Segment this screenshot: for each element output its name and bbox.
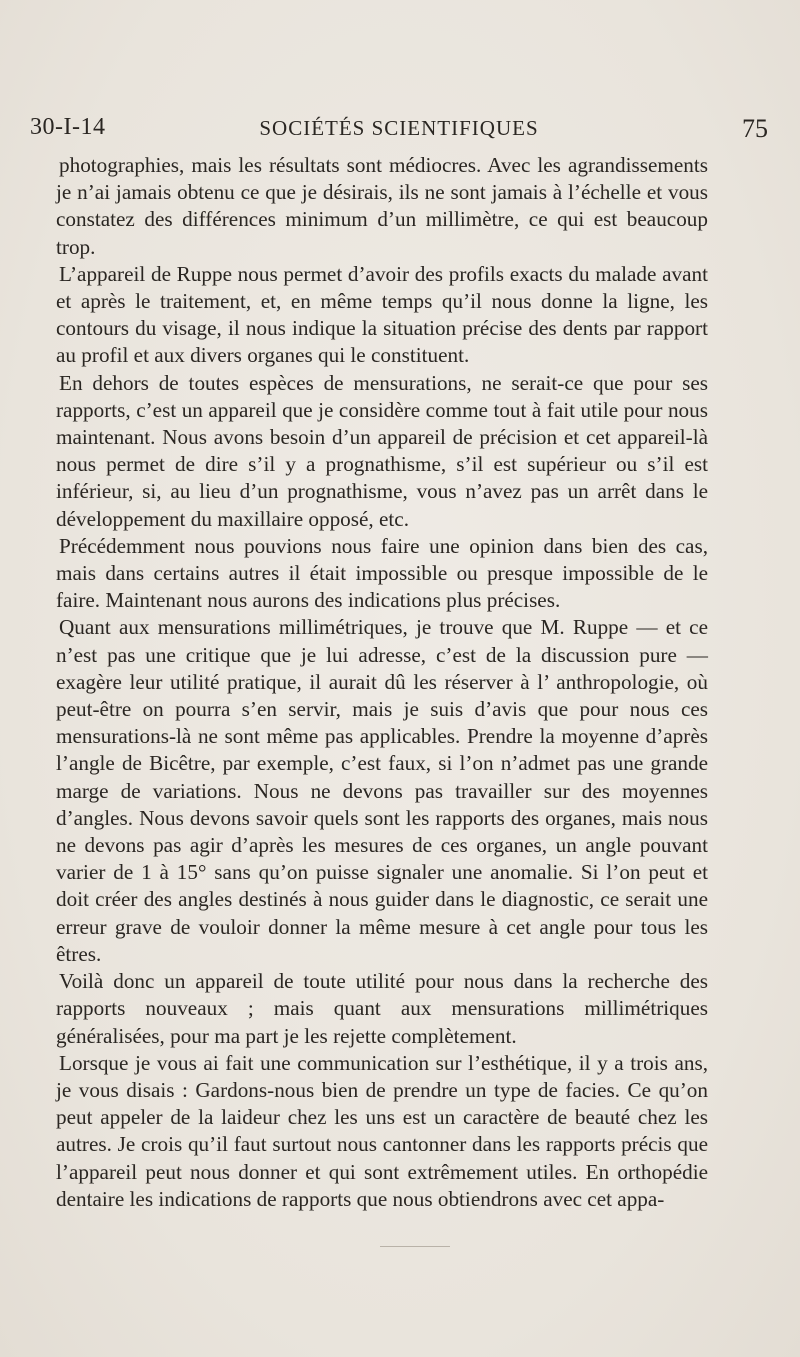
header-title: SOCIÉTÉS SCIENTIFIQUES (259, 116, 539, 140)
page-number: 75 (742, 114, 768, 143)
body-text (56, 152, 708, 1213)
paragraph-7: Lorsque je vous ai fait une communication sur l’esthétique, il y a trois ans, je vous disais : Gardons-nous bien de prendre un type de facies. Ce qu’on peut appeler de la laideur chez les uns est un caractère de beauté chez les autres. Je crois qu’il faut surtout nous cantonner dans les rapports précis que l’appareil peut nous donner et qui sont extrêmement utiles. En orthopédie dentaire les indications de rapports que nous obtiendrons avec cet appa- (56, 1050, 708, 1211)
paragraph-1: photographies, mais les résultats sont médiocres. Avec les agrandissements je n’ai jamais obtenu ce que je désirais, ils ne sont jamais à l’échelle et vous constatez des différences minimum d’un millimètre, ce qui est beaucoup trop. (56, 153, 708, 259)
paragraph-3: En dehors de toutes espèces de mensurations, ne serait-ce que pour ses rapports, c’est un appareil que je considère comme tout à fait utile pour nous maintenant. Nous avons besoin d’un appareil de précision et cet appareil-là nous permet de dire s’il y a prognathisme, s’il est supérieur ou s’il est inférieur, si, au lieu d’un prognathisme, vous n’avez pas un arrêt dans le développement du maxillaire opposé, etc. (56, 370, 708, 531)
paragraph-2: L’appareil de Ruppe nous permet d’avoir des profils exacts du malade avant et après le traitement, et, en même temps qu’il nous donne la ligne, les contours du visage, il nous indique la situation précise des dents par rapport au profil et aux divers organes qui le constituent. (56, 261, 708, 368)
running-header (30, 114, 768, 148)
paragraph-4: Précédemment nous pouvions nous faire une opinion dans bien des cas, mais dans certains autres il était impossible ou presque impossible de le faire. Maintenant nous aurons des indications plus précises. (56, 533, 708, 613)
paragraph-6: Voilà donc un appareil de toute utilité pour nous dans la recherche des rapports nouveaux ; mais quant aux mensurations millimétriques généralisées, pour ma part je les rejette complètement. (56, 969, 708, 1048)
bottom-divider (380, 1246, 450, 1247)
header-date: 30-I-14 (30, 114, 106, 140)
paragraph-5: Quant aux mensurations millimétriques, je trouve que M. Ruppe — et ce n’est pas une critique que je lui adresse, c’est de la discussion pure — exagère leur utilité pratique, il aurait dû les réserver à l’ anthropologie, où peut-être on pourra s’en servir, mais je suis d’avis que pour nous ces mensurations-là ne sont même pas applicables. Prendre la moyenne d’après l’angle de Bicêtre, par exemple, c’est faux, si l’on n’admet pas une grande marge de variations. Nous ne devons pas travailler sur des moyennes d’angles. Nous devons savoir quels sont les rapports des organes, mais nous ne devons pas agir d’après les mesures de ces organes, un angle pouvant varier de 1 à 15° sans qu’on puisse signaler une anomalie. Si l’on peut et doit créer des angles destinés à nous guider dans le diagnostic, ce serait une erreur grave de vouloir donner la même mesure à cet angle pour tous les êtres. (56, 615, 708, 966)
